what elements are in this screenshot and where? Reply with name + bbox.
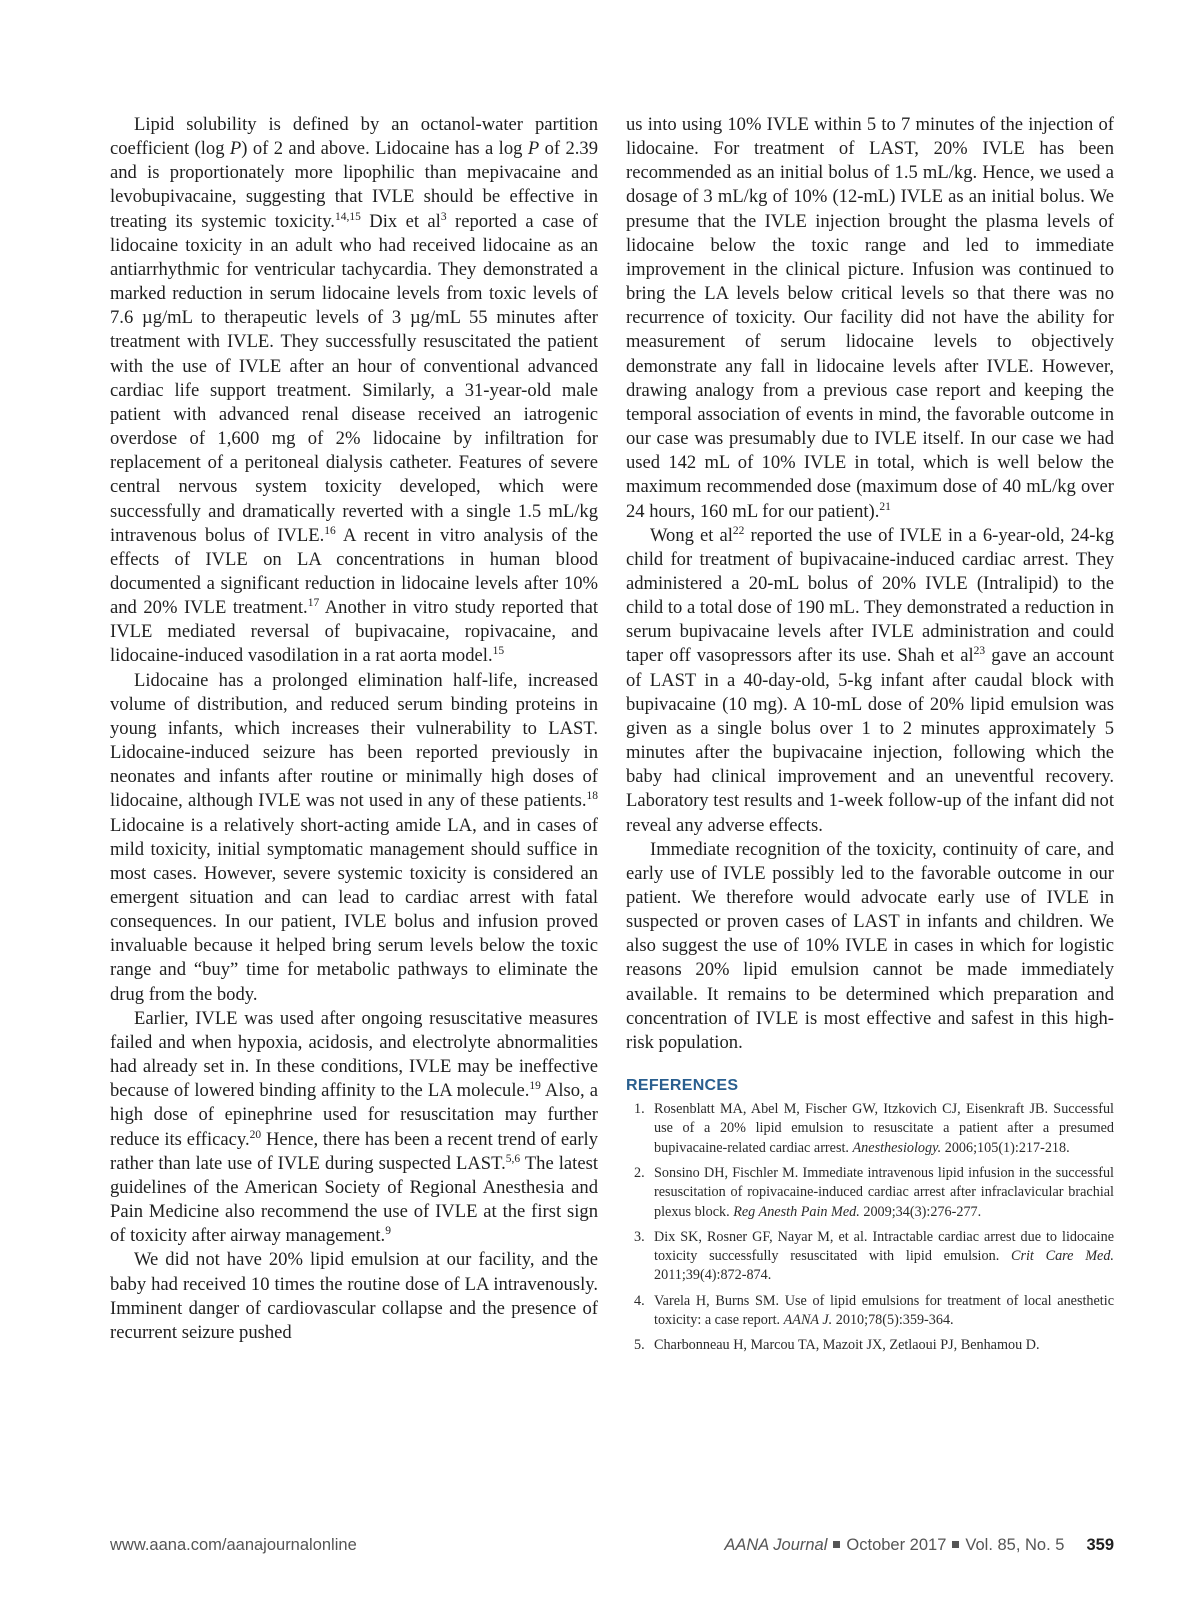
paragraph: Lipid solubility is defined by an octanol-water partition coefficient (log P) of 2 and above. Lidocaine has a log P of 2.39 and is proportionately more lipophilic than mepivacaine and levobupivacaine, suggesting that IVLE should be effective in treating its systemic toxicity.$^{14,15}$ Dix et $al^3$ reported a case of lidocaine toxicity in an adult who had received lidocaine as an antiarrhythmic for ventricular tachycardia. They demonstrated a marked reduction in serum lidocaine levels from toxic levels of 7.6 µg/mL to therapeutic levels of 3 µg/mL 55 minutes after treatment with IVLE. They successfully resuscitated the patient with the use of IVLE after an hour of conventional advanced cardiac life support treatment. Similarly, a 31-year-old male patient with advanced renal disease received an iatrogenic overdose of 1,600 mg of 2% lidocaine by infiltration for replacement of a peritoneal dialysis catheter. Features of severe central nervous system toxicity developed, which were successfully and dramatically reverted with a single 1.5 mL/kg intravenous bolus of IVLE.$^{16}$ A recent in vitro analysis of the effects of IVLE on LA concentrations in human blood documented a significant reduction in lidocaine levels after 10% and 20% IVLE treatment.$^{17}$ Another in vitro study reported that IVLE mediated reversal of bupivacaine, ropivacaine, and lidocaine-induced vasodilation in a rat aorta model.$^{15}$ — [110, 114, 599, 667]
reference-item: 5. Charbonneau H, Marcou TA, Mazoit JX, Zetlaoui PJ, Benhamou D. — [634, 1337, 1040, 1354]
citation: 23 — [973, 645, 986, 658]
footer-journal: AANA Journal — [724, 1536, 828, 1554]
right-column — [626, 113, 1114, 1362]
reference-item: 1. Rosenblatt MA, Abel M, Fischer GW, Itzkovich CJ, Eisenkraft JB. Successful use of a 20% lipid emulsion to resuscitate a patient after a presumed bupivacaine-related cardiac arrest. Anesthesiology. 2006;105(1):217-218. — [634, 1101, 1114, 1156]
paragraph: Lidocaine has a prolonged elimination half-life, increased volume of distribution, and reduced serum binding proteins in young infants, which increases their vulnerability to LAST. Lidocaine-induced seizure has been reported previously in neonates and infants after routine or minimally high doses of lidocaine, although IVLE was not used in any of these patients.$^{18}$ Lidocaine is a relatively short-acting amide LA, and in cases of mild toxicity, initial symptomatic management should suffice in most cases. However, severe systemic toxicity is considered an emergent situation and can lead to cardiac arrest with fatal consequences. In our patient, IVLE bolus and infusion proved invaluable because it helped bring serum levels below the toxic range and “buy” time for metabolic pathways to eliminate the drug from the body. — [110, 669, 598, 1005]
references-heading: REFERENCES — [626, 1077, 739, 1095]
paragraph: us into using 10% IVLE within 5 to 7 minutes of the injection of lidocaine. For treatment of LAST, 20% IVLE has been recommended as an initial bolus of 1.5 mL/kg. Hence, we used a dosage of 3 mL/kg of 10% (12-mL) IVLE as an initial bolus. We presume that the IVLE injection brought the plasma levels of lidocaine below the toxic range and led to immediate improvement in the clinical picture. Infusion was continued to bring the LA levels below critical levels so that there was no recurrence of toxicity. Our facility did not have the ability for measurement of serum lidocaine levels to objectively demonstrate any fall in lidocaine levels after IVLE. However, drawing analogy from a previous case report and keeping the temporal association of events in mind, the favorable outcome in our case was presumably due to IVLE itself. In our case we had used 142 mL of 10% IVLE in total, which is well below the maximum recommended dose (maximum dose of 40 mL/kg over 24 hours, 160 mL for our patient).$^{21}$ — [626, 114, 1114, 522]
citation: 5,6 — [505, 1152, 521, 1165]
footer-citation — [724, 1536, 1114, 1555]
citation: 21 — [879, 500, 891, 513]
citation: 18 — [586, 790, 598, 803]
page-number: 359 — [1086, 1536, 1114, 1554]
citation: 3 — [440, 210, 447, 223]
reference-item: 2. Sonsino DH, Fischler M. Immediate intravenous lipid infusion in the successful resuscitation of ropivacaine-induced cardiac arrest after infraclavicular brachial plexus block. Reg Anesth Pain Med. 2009;34(3):276-277. — [634, 1164, 1114, 1220]
citation: 9 — [385, 1225, 391, 1238]
paragraph: We did not have 20% lipid emulsion at our facility, and the baby had received 10 times the routine dose of LA intravenously. Imminent danger of cardiovascular collapse and the presence of recurrent seizure pushed — [110, 1249, 598, 1343]
square-bullet-icon — [952, 1541, 959, 1548]
paragraph: Earlier, IVLE was used after ongoing resuscitative measures failed and when hypoxia, acidosis, and electrolyte abnormalities had already set in. In these conditions, IVLE may be ineffective because of lowered binding affinity to the LA molecule.$^{19}$ Also, a high dose of epinephrine used for resuscitation may further reduce its efficacy.$^{20}$ Hence, there has been a recent trend of early rather than late use of IVLE during suspected LAST.$^{5,6}$ The latest guidelines of the American Society of Regional Anesthesia and Pain Medicine also recommend the use of IVLE at the first sign of toxicity after airway management.$^9$ — [110, 1007, 599, 1247]
paragraph: Immediate recognition of the toxicity, continuity of care, and early use of IVLE possibly led to the favorable outcome in our patient. We therefore would advocate early use of IVLE in suspected or proven cases of LAST in infants and children. We also suggest the use of 10% IVLE in cases in which for logistic reasons 20% lipid emulsion cannot be made immediately available. It remains to be determined which preparation and concentration of IVLE is most effective and safest in this high-risk population. — [626, 838, 1114, 1053]
footer-volume: Vol. 85, No. 5 — [965, 1536, 1065, 1554]
citation: 16 — [324, 524, 336, 537]
citation: 15 — [492, 645, 505, 658]
square-bullet-icon — [833, 1541, 840, 1548]
citation: 14,15 — [334, 210, 361, 223]
citation: 22 — [732, 524, 745, 537]
reference-item: 3. Dix SK, Rosner GF, Nayar M, et al. Intractable cardiac arrest due to lidocaine toxicity successfully resuscitated with lipid emulsion. Crit Care Med. 2011;39(4):872-874. — [634, 1228, 1114, 1284]
references-list — [626, 1100, 1114, 1356]
footer-date: October 2017 — [846, 1536, 947, 1554]
paragraph: Wong et $al^{22}$ reported the use of IVLE in a 6-year-old, 24-kg child for treatment of bupivacaine-induced cardiac arrest. They administered a 20-mL bolus of 20% IVLE (Intralipid) to the child to a total dose of 190 mL. They demonstrated a reduction in serum bupivacaine levels after IVLE administration and could taper off vasopressors after its use. Shah et $al^{23}$ gave an account of LAST in a 40-day-old, 5-kg infant after caudal block with bupivacaine (10 mg). A 10-mL dose of 20% lipid emulsion was given as a single bolus over 1 to 2 minutes approximately 5 minutes after the bupivacaine injection, following which the baby had clinical improvement and an uneventful recovery. Laboratory test results and 1-week follow-up of the infant did not reveal any adverse effects. — [626, 524, 1114, 836]
citation: 20 — [249, 1128, 262, 1141]
citation: 19 — [529, 1080, 541, 1093]
reference-item: 4. Varela H, Burns SM. Use of lipid emulsions for treatment of local anesthetic toxicity: a case report. AANA J. 2010;78(5):359-364. — [634, 1292, 1114, 1329]
left-column — [110, 113, 598, 1345]
citation: 17 — [307, 597, 320, 610]
footer-url[interactable]: www.aana.com/aanajournalonline — [110, 1536, 357, 1554]
